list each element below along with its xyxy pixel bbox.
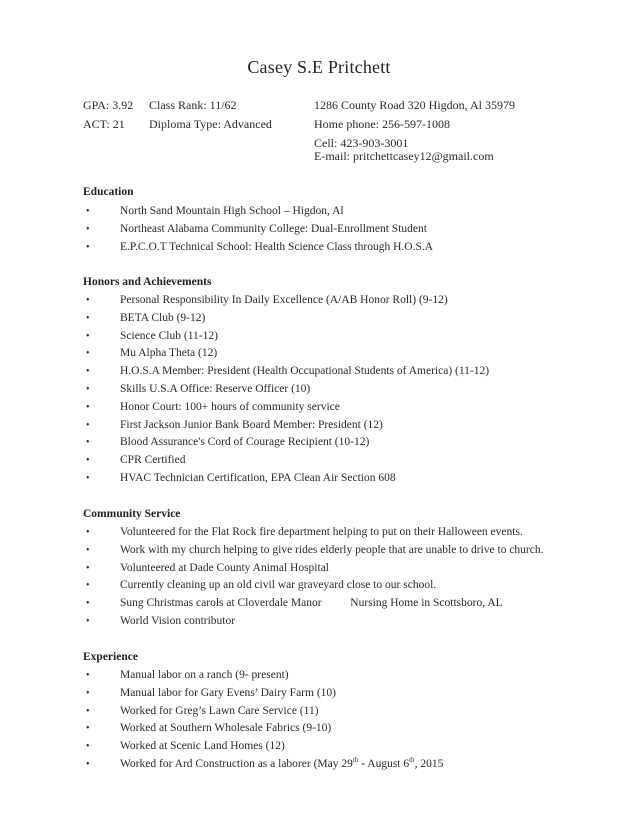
email: E-mail: pritchettcasey12@gmail.com	[314, 149, 494, 163]
list-item: • First Jackson Junior Bank Board Member: President (12)	[0, 417, 638, 435]
list-item: • Honor Court: 100+ hours of community service	[0, 399, 638, 417]
bullet-icon: •	[86, 383, 90, 395]
community-service-list	[0, 524, 638, 631]
honors-heading: Honors and Achievements	[83, 276, 212, 288]
bullet-icon: •	[86, 598, 90, 610]
bullet-icon: •	[86, 437, 90, 449]
list-item: • Worked for Ard Construction as a laborer (May 29th - August 6th, 2015	[0, 756, 638, 774]
list-item: • Sung Christmas carols at Cloverdale Manor Nursing Home in Scottsboro, AL	[0, 595, 638, 613]
honors-list	[0, 292, 638, 488]
address: 1286 County Road 320 Higdon, Al 35979	[314, 98, 516, 112]
list-item: • Volunteered at Dade County Animal Hospital	[0, 560, 638, 578]
bullet-icon: •	[86, 723, 90, 735]
bullet-icon: •	[86, 312, 90, 324]
bullet-icon: •	[86, 562, 90, 574]
bullet-icon: •	[86, 705, 90, 717]
list-item: • Worked at Southern Wholesale Fabrics (9-10)	[0, 720, 638, 738]
resume-name: Casey S.E Pritchett	[247, 57, 391, 77]
list-item: • Skills U.S.A Office: Reserve Officer (10)	[0, 381, 638, 399]
list-item: • Work with my church helping to give rides elderly people that are unable to drive to church.	[0, 542, 638, 560]
bullet-icon: •	[86, 758, 90, 770]
list-item: • H.O.S.A Member: President (Health Occupational Students of America) (11-12)	[0, 363, 638, 381]
gpa: GPA: 3.92	[83, 98, 134, 112]
act-score: ACT: 21	[83, 117, 125, 131]
list-item: • Currently cleaning up an old civil war graveyard close to our school.	[0, 577, 638, 595]
bullet-icon: •	[86, 741, 90, 753]
list-item: • Manual labor for Gary Evens’ Dairy Farm (10)	[0, 685, 638, 703]
list-item: • Worked at Scenic Land Homes (12)	[0, 738, 638, 756]
list-item: • HVAC Technician Certification, EPA Clean Air Section 608	[0, 470, 638, 488]
list-item: • Personal Responsibility In Daily Excellence (A/AB Honor Roll) (9-12)	[0, 292, 638, 310]
bullet-icon: •	[86, 580, 90, 592]
list-item: • Mu Alpha Theta (12)	[0, 345, 638, 363]
list-item: • North Sand Mountain High School – Higdon, Al	[0, 203, 638, 221]
diploma-type: Diploma Type: Advanced	[149, 117, 272, 131]
bullet-icon: •	[86, 330, 90, 342]
list-item: • Volunteered for the Flat Rock fire department helping to put on their Halloween events.	[0, 524, 638, 542]
bullet-icon: •	[86, 527, 90, 538]
bullet-icon: •	[86, 472, 90, 484]
bullet-icon: •	[86, 366, 90, 378]
list-item: • BETA Club (9-12)	[0, 310, 638, 328]
list-item: • World Vision contributor	[0, 613, 638, 631]
bullet-icon: •	[86, 295, 90, 306]
education-heading: Education	[83, 186, 134, 198]
experience-list	[0, 667, 638, 774]
bullet-icon: •	[86, 455, 90, 467]
list-item: • Worked for Greg’s Lawn Care Service (11)	[0, 703, 638, 721]
bullet-icon: •	[86, 615, 90, 627]
bullet-icon: •	[86, 206, 90, 217]
list-item: • Science Club (11-12)	[0, 328, 638, 346]
cell-phone: Cell: 423-903-3001	[314, 136, 409, 150]
list-item: • Manual labor on a ranch (9- present)	[0, 667, 638, 685]
list-item: • Northeast Alabama Community College: Dual-Enrollment Student	[0, 221, 638, 239]
experience-heading: Experience	[83, 651, 138, 663]
bullet-icon: •	[86, 223, 90, 235]
education-list	[0, 203, 638, 256]
bullet-icon: •	[86, 544, 90, 556]
community-service-heading: Community Service	[83, 508, 181, 520]
bullet-icon: •	[86, 348, 90, 360]
list-item: • E.P.C.O.T Technical School: Health Science Class through H.O.S.A	[0, 239, 638, 257]
home-phone: Home phone: 256-597-1008	[314, 117, 450, 131]
bullet-icon: •	[86, 241, 90, 253]
bullet-icon: •	[86, 419, 90, 431]
bullet-icon: •	[86, 670, 90, 681]
class-rank: Class Rank: 11/62	[149, 98, 237, 112]
bullet-icon: •	[86, 401, 90, 413]
list-item: • CPR Certified	[0, 452, 638, 470]
list-item: • Blood Assurance's Cord of Courage Recipient (10-12)	[0, 434, 638, 452]
bullet-icon: •	[86, 687, 90, 699]
